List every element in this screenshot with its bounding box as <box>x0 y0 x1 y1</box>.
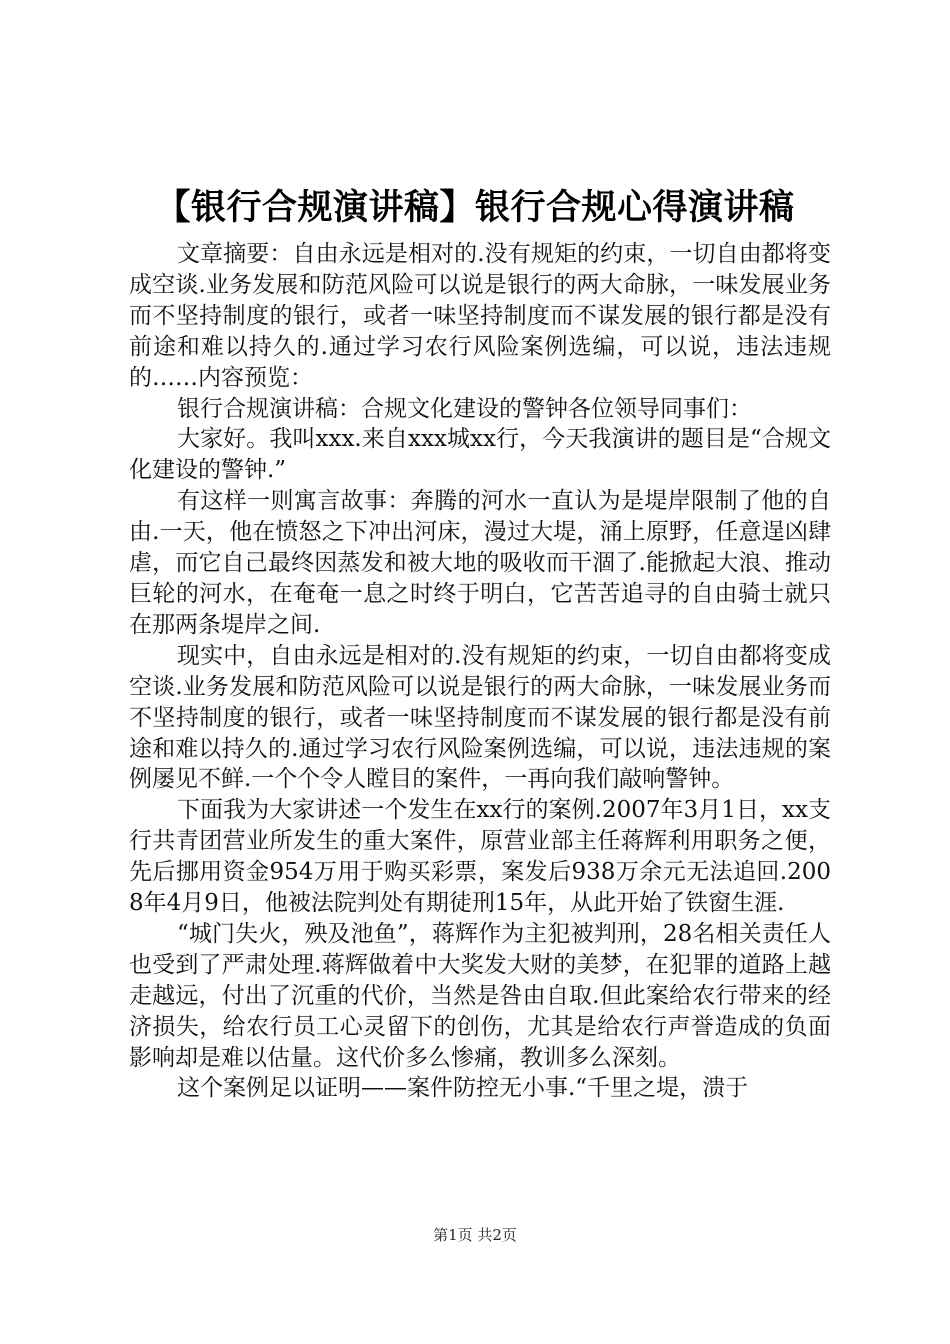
paragraph-reality: 现实中，自由永远是相对的.没有规矩的约束，一切自由都将变成空谈.业务发展和防范风险可以说是银行的两大命脉，一味发展业务而不坚持制度的银行，或者一味坚持制度而不谋发展的银行都是没有前途和难以持久的.通过学习农行风险案例选编，可以说，违法违规的案例屡见不鲜.一个个令人瞠目的案件，一再向我们敲响警钟。 <box>129 642 831 793</box>
document-title: 【银行合规演讲稿】银行合规心得演讲稿 <box>155 187 795 228</box>
paragraph-conclusion: 这个案例足以证明——案件防控无小事.“千里之堤，溃于 <box>177 1075 749 1102</box>
document-body <box>129 239 831 1104</box>
paragraph-case: 下面我为大家讲述一个发生在xx行的案例.2007年3月1日，xx支行共青团营业所发生的重大案件，原营业部主任蒋辉利用职务之便，先后挪用资金954万用于购买彩票，案发后938万余元无法追回.2008年4月9日，他被法院判处有期徒刑15年，从此开始了铁窗生涯. <box>129 797 831 917</box>
paragraph-fable: 有这样一则寓言故事：奔腾的河水一直认为是堤岸限制了他的自由.一天，他在愤怒之下冲出河床，漫过大堤，涌上原野，任意逞凶肆虐，而它自己最终因蒸发和被大地的吸收而干涸了.能掀起大浪、推动巨轮的河水，在奄奄一息之时终于明白，它苦苦追寻的自由骑士就只在那两条堤岸之间. <box>129 488 831 638</box>
paragraph-summary: 文章摘要：自由永远是相对的.没有规矩的约束，一切自由都将变成空谈.业务发展和防范风险可以说是银行的两大命脉，一味发展业务而不坚持制度的银行，或者一味坚持制度而不谋发展的银行都是没有前途和难以持久的.通过学习农行风险案例选编，可以说，违法违规的……内容预览： <box>129 241 831 391</box>
paragraph-greeting: 大家好。我叫xxx.来自xxx城xx行，今天我演讲的题目是“合规文化建设的警钟.” <box>129 426 831 484</box>
paragraph-heading-line: 银行合规演讲稿：合规文化建设的警钟各位领导同事们： <box>177 395 752 422</box>
paragraph-consequence: “城门失火，殃及池鱼”，蒋辉作为主犯被判刑，28名相关责任人也受到了严肃处理.蒋辉做着中大奖发大财的美梦，在犯罪的道路上越走越远，付出了沉重的代价，当然是咎由自取.但此案给农行带来的经济损失，给农行员工心灵留下的创伤，尤其是给农行声誉造成的负面影响却是难以估量。这代价多么惨痛，教训多么深刻。 <box>129 920 831 1071</box>
page-footer: 第1页 共2页 <box>433 1226 517 1244</box>
